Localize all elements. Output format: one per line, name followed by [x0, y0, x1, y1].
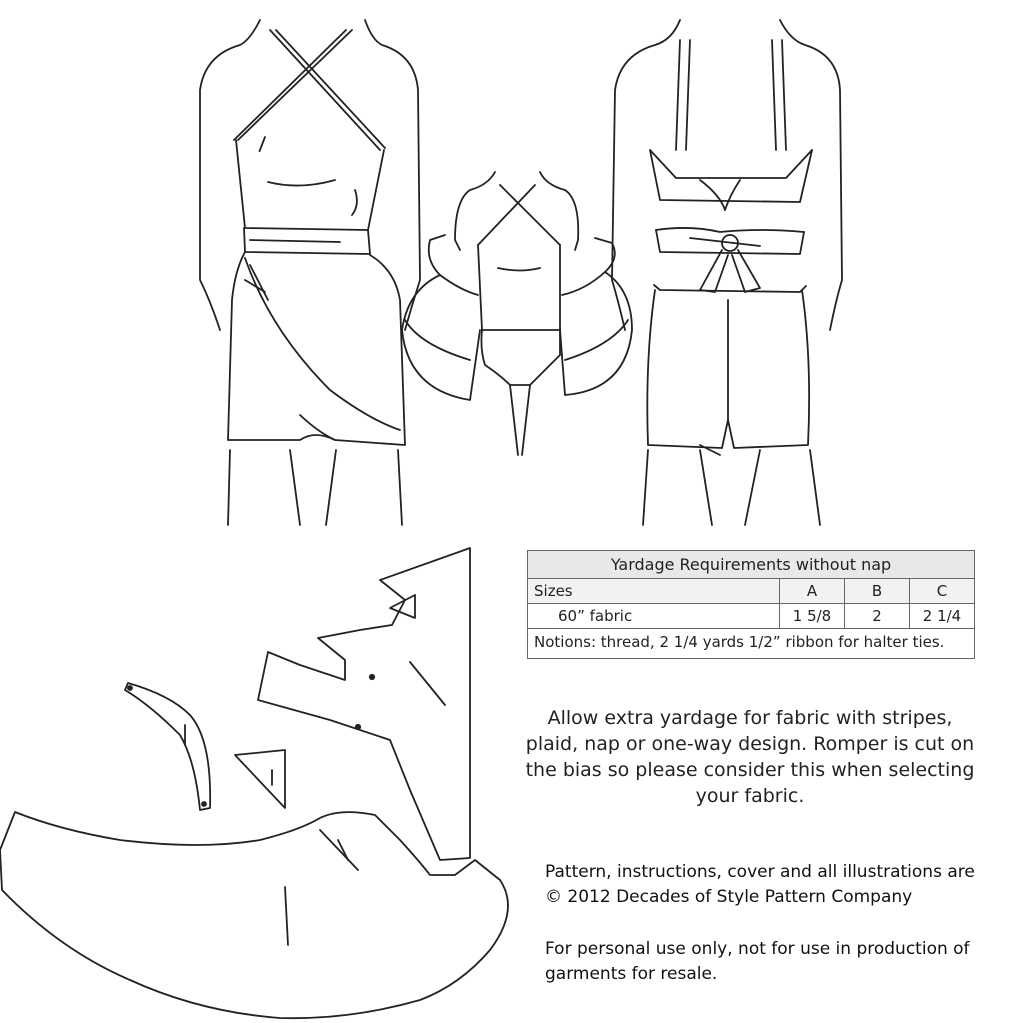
fabric-label: 60” fabric [528, 604, 780, 629]
yardage-table [527, 550, 975, 659]
personal-use-notice: For personal use only, not for use in production of garments for resale. [545, 939, 970, 984]
sizes-label: Sizes [528, 579, 780, 604]
center-view-figure [402, 172, 632, 455]
notions-text: Notions: thread, 2 1/4 yards 1/2” ribbon for halter ties. [528, 629, 975, 659]
size-header-c: C [910, 579, 975, 604]
pattern-pieces [0, 548, 508, 1018]
yardage-title: Yardage Requirements without nap [528, 551, 975, 579]
fabric-value-c: 2 1/4 [910, 604, 975, 629]
fabric-value-a: 1 5/8 [780, 604, 845, 629]
allow-extra-yardage-note: Allow extra yardage for fabric with stripes, plaid, nap or one-way design. Romper is cut on the bias so please consider this when selecting your fabric. [525, 707, 975, 807]
copyright-notice: Pattern, instructions, cover and all illustrations are © 2012 Decades of Style Pattern Company [545, 862, 975, 907]
fabric-value-b: 2 [845, 604, 910, 629]
back-view-figure [612, 20, 842, 525]
size-header-a: A [780, 579, 845, 604]
size-header-b: B [845, 579, 910, 604]
front-view-figure [200, 20, 420, 525]
